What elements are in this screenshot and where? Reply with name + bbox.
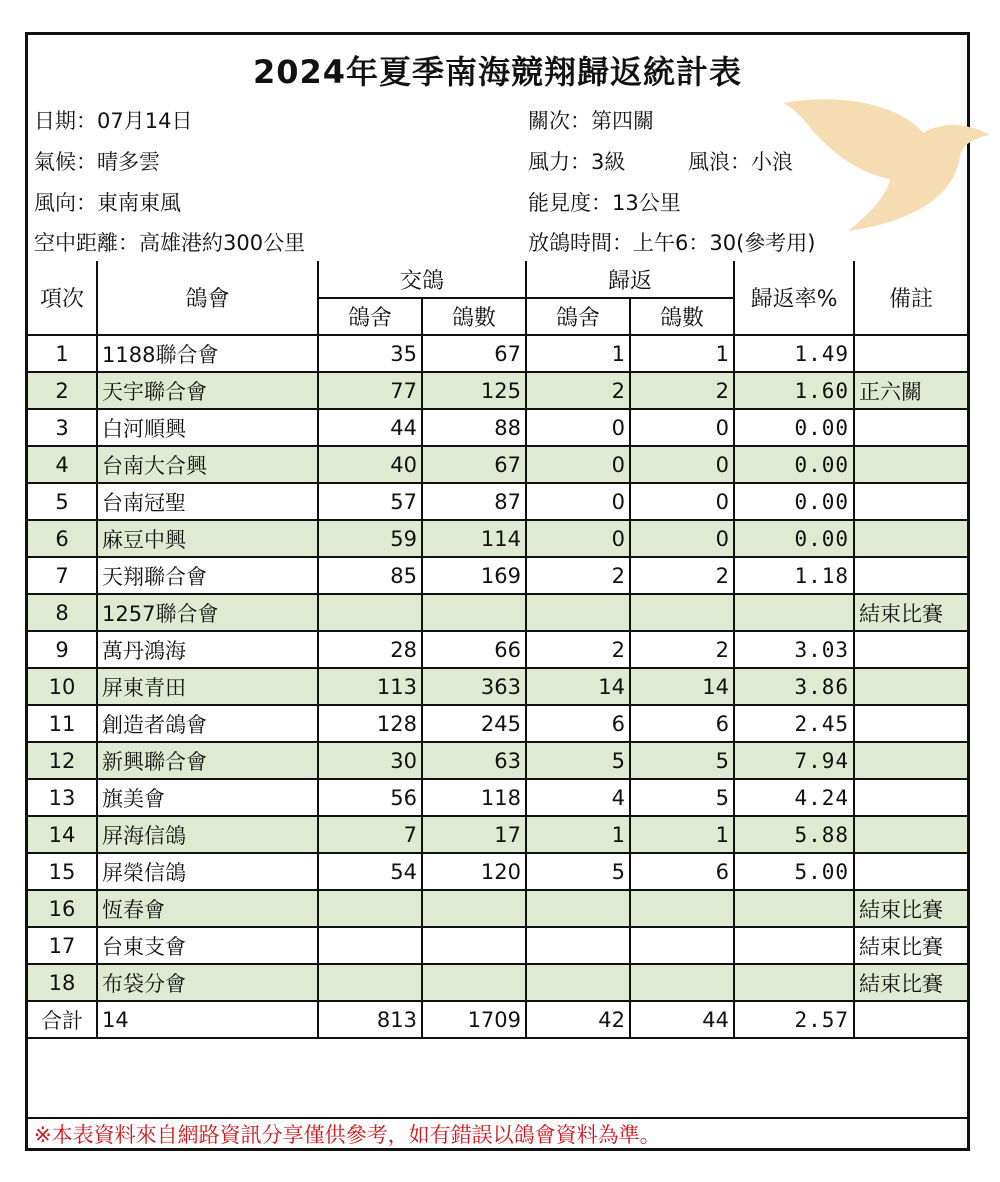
club-name: 台南大合興 <box>97 446 318 483</box>
returned-birds: 0 <box>630 520 734 557</box>
club-name: 新興聯合會 <box>97 742 318 779</box>
row-note: 結束比賽 <box>854 594 967 631</box>
returned-birds: 0 <box>630 446 734 483</box>
returned-birds: 2 <box>630 557 734 594</box>
club-name: 屏東青田 <box>97 668 318 705</box>
total-submitted-lofts: 813 <box>318 1001 422 1038</box>
returned-birds: 1 <box>630 335 734 372</box>
wind-force-info: 風力：3級 <box>528 150 626 174</box>
row-note: 結束比賽 <box>854 927 967 964</box>
submitted-lofts: 54 <box>318 853 422 890</box>
row-number: 13 <box>28 779 97 816</box>
return-rate: 1.60 <box>734 372 854 409</box>
club-name: 麻豆中興 <box>97 520 318 557</box>
header-returned-birds: 鴿數 <box>630 298 734 335</box>
row-number: 12 <box>28 742 97 779</box>
submitted-birds: 118 <box>422 779 526 816</box>
submitted-birds: 66 <box>422 631 526 668</box>
row-note <box>854 816 967 853</box>
header-rate: 歸返率% <box>734 261 854 335</box>
submitted-birds: 120 <box>422 853 526 890</box>
header-returned-lofts: 鴿舍 <box>526 298 630 335</box>
table-row <box>28 446 967 483</box>
returned-lofts: 5 <box>526 853 630 890</box>
return-rate <box>734 964 854 1001</box>
returned-lofts: 14 <box>526 668 630 705</box>
submitted-lofts: 57 <box>318 483 422 520</box>
total-note <box>854 1001 967 1038</box>
return-rate: 3.86 <box>734 668 854 705</box>
club-name: 屏海信鴿 <box>97 816 318 853</box>
submitted-lofts <box>318 927 422 964</box>
table-row <box>28 927 967 964</box>
row-number: 7 <box>28 557 97 594</box>
total-submitted-birds: 1709 <box>422 1001 526 1038</box>
row-note <box>854 483 967 520</box>
table-row <box>28 742 967 779</box>
club-name: 旗美會 <box>97 779 318 816</box>
returned-birds: 6 <box>630 705 734 742</box>
table-row <box>28 631 967 668</box>
table-row <box>28 779 967 816</box>
submitted-birds: 169 <box>422 557 526 594</box>
total-returned-birds: 44 <box>630 1001 734 1038</box>
row-note <box>854 409 967 446</box>
row-note <box>854 557 967 594</box>
club-name: 屏榮信鴿 <box>97 853 318 890</box>
table-row <box>28 668 967 705</box>
header-submitted-lofts: 鴿舍 <box>318 298 422 335</box>
club-name: 台東支會 <box>97 927 318 964</box>
table-row <box>28 890 967 927</box>
submitted-lofts: 113 <box>318 668 422 705</box>
return-rate: 7.94 <box>734 742 854 779</box>
club-name: 萬丹鴻海 <box>97 631 318 668</box>
submitted-birds: 363 <box>422 668 526 705</box>
header-no: 項次 <box>28 261 97 335</box>
row-note: 結束比賽 <box>854 890 967 927</box>
row-number: 11 <box>28 705 97 742</box>
returned-birds <box>630 890 734 927</box>
return-rate: 1.18 <box>734 557 854 594</box>
submitted-birds: 125 <box>422 372 526 409</box>
submitted-lofts: 85 <box>318 557 422 594</box>
return-rate: 0.00 <box>734 483 854 520</box>
submitted-lofts: 30 <box>318 742 422 779</box>
header-note: 備註 <box>854 261 967 335</box>
return-rate: 5.88 <box>734 816 854 853</box>
release-time-info: 放鴿時間：上午6：30(參考用) <box>528 231 816 255</box>
returned-lofts: 0 <box>526 446 630 483</box>
club-name: 創造者鴿會 <box>97 705 318 742</box>
submitted-lofts: 56 <box>318 779 422 816</box>
club-name: 白河順興 <box>97 409 318 446</box>
returned-lofts: 0 <box>526 520 630 557</box>
table-row <box>28 705 967 742</box>
page-title: 2024年夏季南海競翔歸返統計表 <box>252 53 743 91</box>
row-note: 結束比賽 <box>854 964 967 1001</box>
returned-lofts: 5 <box>526 742 630 779</box>
results-table <box>28 261 967 1039</box>
returned-lofts <box>526 927 630 964</box>
submitted-lofts: 77 <box>318 372 422 409</box>
submitted-lofts <box>318 964 422 1001</box>
row-number: 17 <box>28 927 97 964</box>
returned-lofts: 1 <box>526 335 630 372</box>
submitted-lofts: 128 <box>318 705 422 742</box>
row-note <box>854 631 967 668</box>
row-number: 14 <box>28 816 97 853</box>
visibility-info: 能見度：13公里 <box>528 191 681 215</box>
submitted-lofts: 40 <box>318 446 422 483</box>
row-number: 4 <box>28 446 97 483</box>
table-row <box>28 483 967 520</box>
returned-lofts: 0 <box>526 409 630 446</box>
club-name: 台南冠聖 <box>97 483 318 520</box>
row-note <box>854 705 967 742</box>
submitted-birds: 67 <box>422 446 526 483</box>
row-number: 2 <box>28 372 97 409</box>
returned-birds: 2 <box>630 372 734 409</box>
club-name: 天翔聯合會 <box>97 557 318 594</box>
row-number: 18 <box>28 964 97 1001</box>
submitted-birds: 17 <box>422 816 526 853</box>
returned-birds: 1 <box>630 816 734 853</box>
row-number: 8 <box>28 594 97 631</box>
table-row <box>28 594 967 631</box>
return-rate: 0.00 <box>734 409 854 446</box>
total-returned-lofts: 42 <box>526 1001 630 1038</box>
table-row <box>28 372 967 409</box>
returned-lofts <box>526 964 630 1001</box>
submitted-birds: 67 <box>422 335 526 372</box>
returned-birds <box>630 964 734 1001</box>
club-name: 1188聯合會 <box>97 335 318 372</box>
club-name: 天宇聯合會 <box>97 372 318 409</box>
row-number: 6 <box>28 520 97 557</box>
returned-birds <box>630 594 734 631</box>
returned-birds: 5 <box>630 742 734 779</box>
table-row <box>28 520 967 557</box>
table-row <box>28 853 967 890</box>
row-number: 5 <box>28 483 97 520</box>
row-note <box>854 742 967 779</box>
club-name: 恆春會 <box>97 890 318 927</box>
header-submitted: 交鴿 <box>318 261 526 298</box>
returned-birds: 0 <box>630 483 734 520</box>
weather-info: 氣候：晴多雲 <box>34 150 160 174</box>
total-row <box>28 1001 967 1038</box>
row-note <box>854 668 967 705</box>
return-rate: 5.00 <box>734 853 854 890</box>
returned-lofts: 2 <box>526 372 630 409</box>
submitted-lofts: 59 <box>318 520 422 557</box>
row-number: 3 <box>28 409 97 446</box>
table-row <box>28 557 967 594</box>
header-submitted-birds: 鴿數 <box>422 298 526 335</box>
stats-sheet <box>25 32 970 1151</box>
returned-birds <box>630 927 734 964</box>
row-note <box>854 779 967 816</box>
row-number: 15 <box>28 853 97 890</box>
row-note <box>854 520 967 557</box>
submitted-lofts: 28 <box>318 631 422 668</box>
submitted-lofts: 44 <box>318 409 422 446</box>
submitted-birds: 114 <box>422 520 526 557</box>
submitted-birds: 245 <box>422 705 526 742</box>
submitted-birds: 87 <box>422 483 526 520</box>
date-info: 日期：07月14日 <box>34 109 193 133</box>
table-row <box>28 816 967 853</box>
submitted-lofts <box>318 594 422 631</box>
header-returned: 歸返 <box>526 261 734 298</box>
returned-birds: 6 <box>630 853 734 890</box>
wind-direction-info: 風向：東南東風 <box>34 191 181 215</box>
return-rate: 0.00 <box>734 520 854 557</box>
club-name: 1257聯合會 <box>97 594 318 631</box>
returned-birds: 14 <box>630 668 734 705</box>
row-number: 1 <box>28 335 97 372</box>
returned-lofts <box>526 594 630 631</box>
row-note: 正六關 <box>854 372 967 409</box>
submitted-lofts: 35 <box>318 335 422 372</box>
table-row <box>28 335 967 372</box>
return-rate: 4.24 <box>734 779 854 816</box>
returned-lofts: 4 <box>526 779 630 816</box>
returned-birds: 5 <box>630 779 734 816</box>
return-rate: 3.03 <box>734 631 854 668</box>
return-rate <box>734 594 854 631</box>
returned-lofts: 2 <box>526 557 630 594</box>
returned-birds: 2 <box>630 631 734 668</box>
submitted-birds <box>422 890 526 927</box>
returned-lofts <box>526 890 630 927</box>
row-number: 10 <box>28 668 97 705</box>
dove-icon <box>778 93 993 233</box>
stage-info: 關次：第四關 <box>528 109 654 133</box>
submitted-birds: 63 <box>422 742 526 779</box>
submitted-birds: 88 <box>422 409 526 446</box>
submitted-lofts <box>318 890 422 927</box>
return-rate <box>734 890 854 927</box>
returned-birds: 0 <box>630 409 734 446</box>
row-note <box>854 446 967 483</box>
disclaimer-note: ※本表資料來自網路資訊分享僅供參考，如有錯誤以鴿會資料為準。 <box>28 1117 967 1151</box>
submitted-lofts: 7 <box>318 816 422 853</box>
return-rate: 0.00 <box>734 446 854 483</box>
row-number: 9 <box>28 631 97 668</box>
return-rate: 2.45 <box>734 705 854 742</box>
club-name: 布袋分會 <box>97 964 318 1001</box>
row-note <box>854 335 967 372</box>
returned-lofts: 6 <box>526 705 630 742</box>
total-label: 合計 <box>28 1001 97 1038</box>
returned-lofts: 2 <box>526 631 630 668</box>
wave-info: 風浪：小浪 <box>688 150 793 174</box>
distance-info: 空中距離：高雄港約300公里 <box>34 231 306 255</box>
table-row <box>28 964 967 1001</box>
return-rate: 1.49 <box>734 335 854 372</box>
row-number: 16 <box>28 890 97 927</box>
header-club: 鴿會 <box>97 261 318 335</box>
return-rate <box>734 927 854 964</box>
submitted-birds <box>422 964 526 1001</box>
total-club-count: 14 <box>97 1001 318 1038</box>
table-row <box>28 409 967 446</box>
total-rate: 2.57 <box>734 1001 854 1038</box>
returned-lofts: 0 <box>526 483 630 520</box>
returned-lofts: 1 <box>526 816 630 853</box>
submitted-birds <box>422 927 526 964</box>
row-note <box>854 853 967 890</box>
submitted-birds <box>422 594 526 631</box>
